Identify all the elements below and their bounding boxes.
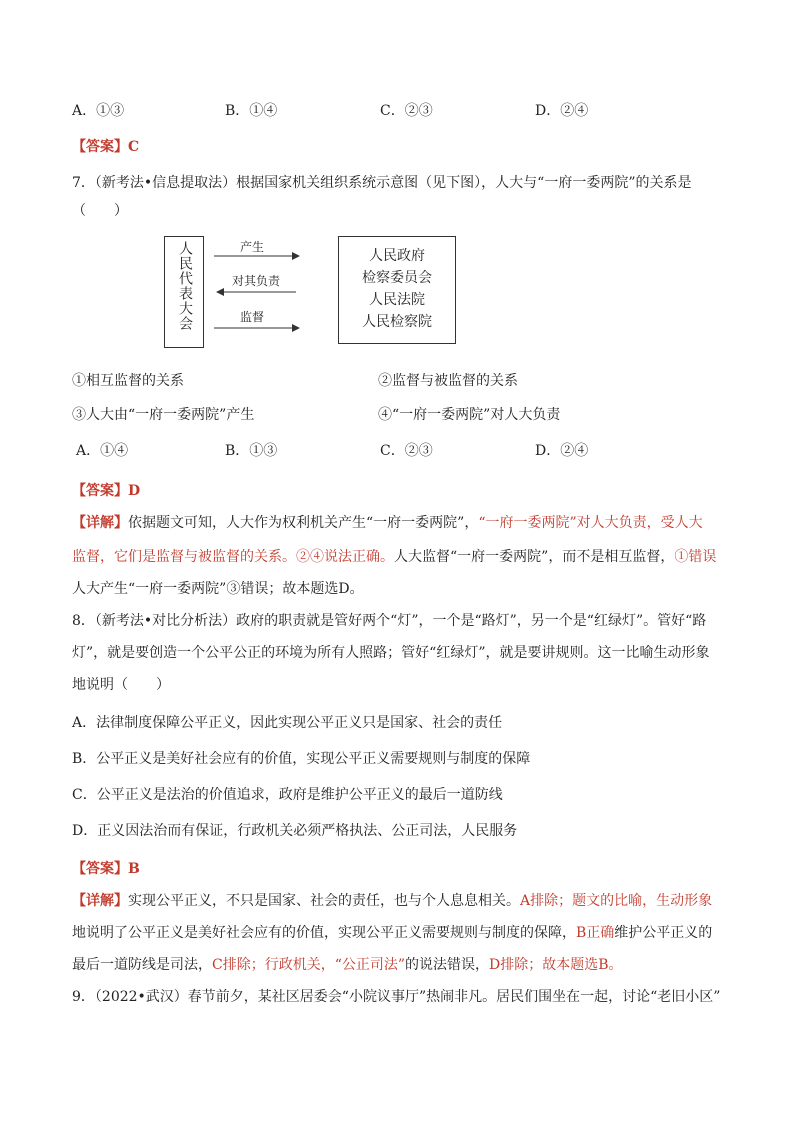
detail-text-red: ①错误 <box>674 549 717 565</box>
detail-text: 的说法错误， <box>405 957 490 973</box>
q8-option-a: A．法律制度保障公平正义，因此实现公平正义只是国家、社会的责任 <box>72 715 503 731</box>
q8-answer <box>72 858 140 878</box>
q6-option-b: B．①④ <box>225 103 278 119</box>
answer-value: B <box>128 861 140 877</box>
detail-text-red: D排除；故本题选B。 <box>489 957 623 973</box>
q6-answer <box>72 136 139 156</box>
detail-text: 实现公平正义，不只是国家、社会的责任，也与个人息息相关。 <box>128 893 520 909</box>
q7-stem-line-2: （ ） <box>72 203 128 219</box>
diagram-organs-box <box>338 236 456 344</box>
detail-text-red: A排除；题文的比喻，生动形象 <box>520 893 713 909</box>
answer-label: 【答案】 <box>72 483 128 499</box>
detail-text: 人大监督“一府一委两院”，而不是相互监督， <box>394 549 675 565</box>
q7-statement-1: ①相互监督的关系 <box>72 373 184 389</box>
detail-text: 依据题文可知，人大作为权利机关产生“一府一委两院”， <box>128 515 479 531</box>
q8-stem-line-1: 8．（新考法•对比分析法）政府的职责就是管好两个“灯”，一个是“路灯”，另一个是“红绿灯”。管好“路 <box>72 613 707 629</box>
q7-option-a: A．①④ <box>76 443 129 459</box>
detail-text: 最后一道防线是司法， <box>72 957 212 973</box>
answer-value: C <box>128 139 140 155</box>
detail-text-red: “一府一委两院”对人大负责，受人大 <box>478 515 703 531</box>
q8-detail-line-2 <box>72 922 712 942</box>
detail-label: 【详解】 <box>72 893 128 909</box>
q7-detail-line-1 <box>72 512 703 532</box>
q6-option-a: A．①③ <box>72 103 125 119</box>
diagram-npc-label: 人民代表大会 <box>177 241 193 331</box>
diagram-organ-line: 人民法院 <box>369 292 425 308</box>
q8-option-c: C．公平正义是法治的价值追求，政府是维护公平正义的最后一道防线 <box>72 787 503 803</box>
q8-option-d: D．正义因法治而有保证，行政机关必须严格执法、公正司法，人民服务 <box>72 823 518 839</box>
q7-statement-2: ②监督与被监督的关系 <box>378 373 518 389</box>
q8-detail-line-3 <box>72 954 623 974</box>
diagram-organ-line: 检察委员会 <box>362 270 432 286</box>
detail-text-red: “公正司法” <box>334 957 406 973</box>
detail-text-red: 监督，它们是监督与被监督的关系。 <box>72 549 296 565</box>
answer-label: 【答案】 <box>72 139 128 155</box>
q8-stem-line-3: 地说明（ ） <box>72 677 170 693</box>
diagram-npc-box <box>164 236 204 348</box>
q7-statement-3: ③人大由“一府一委两院”产生 <box>72 407 255 423</box>
detail-text-red: ②④说法正确。 <box>296 549 394 565</box>
q9-stem-line-1: 9．（2022•武汉）春节前夕，某社区居委会“小院议事厅”热闹非凡。居民们围坐在一起，讨论“老旧小区” <box>72 989 721 1005</box>
arrow-label-responsible: 对其负责 <box>232 274 281 288</box>
q7-option-d: D．②④ <box>535 443 589 459</box>
detail-text: 地说明了公平正义是美好社会应有的价值，实现公平正义需要规则与制度的保障， <box>72 925 576 941</box>
arrow-head-right <box>292 252 300 260</box>
q7-option-c: C．②③ <box>380 443 433 459</box>
q7-stem-line-1: 7．（新考法•信息提取法）根据国家机关组织系统示意图（见下图），人大与“一府一委两院”的关系是 <box>72 175 692 191</box>
arrow-label-supervise: 监督 <box>240 310 265 324</box>
q8-stem-line-2: 灯”，就是要创造一个公平公正的环境为所有人照路；管好“红绿灯”，就是要讲规则。这一比喻生动形象 <box>72 645 710 661</box>
answer-label: 【答案】 <box>72 861 128 877</box>
diagram-organ-line: 人民政府 <box>369 248 425 264</box>
detail-text-red: B正确 <box>576 925 615 941</box>
q7-detail-line-3: 人大产生“一府一委两院”③错误；故本题选D。 <box>72 581 364 597</box>
q7-option-b: B．①③ <box>225 443 278 459</box>
q7-detail-line-2 <box>72 546 716 566</box>
detail-text: 维护公平正义的 <box>614 925 713 941</box>
diagram-organ-line: 人民检察院 <box>362 314 432 330</box>
q6-option-c: C．②③ <box>380 103 433 119</box>
arrow-label-produce: 产生 <box>240 240 265 254</box>
answer-value: D <box>128 483 141 499</box>
detail-text-red: C排除；行政机关， <box>212 957 335 973</box>
diagram-arrows <box>202 236 338 346</box>
q7-answer <box>72 480 140 500</box>
detail-label: 【详解】 <box>72 515 128 531</box>
q8-detail-line-1 <box>72 890 712 910</box>
arrow-head-right <box>292 324 300 332</box>
q7-statement-4: ④“一府一委两院”对人大负责 <box>378 407 561 423</box>
q8-option-b: B．公平正义是美好社会应有的价值，实现公平正义需要规则与制度的保障 <box>72 751 531 767</box>
q6-option-d: D．②④ <box>535 103 589 119</box>
arrow-head-left <box>216 288 224 296</box>
